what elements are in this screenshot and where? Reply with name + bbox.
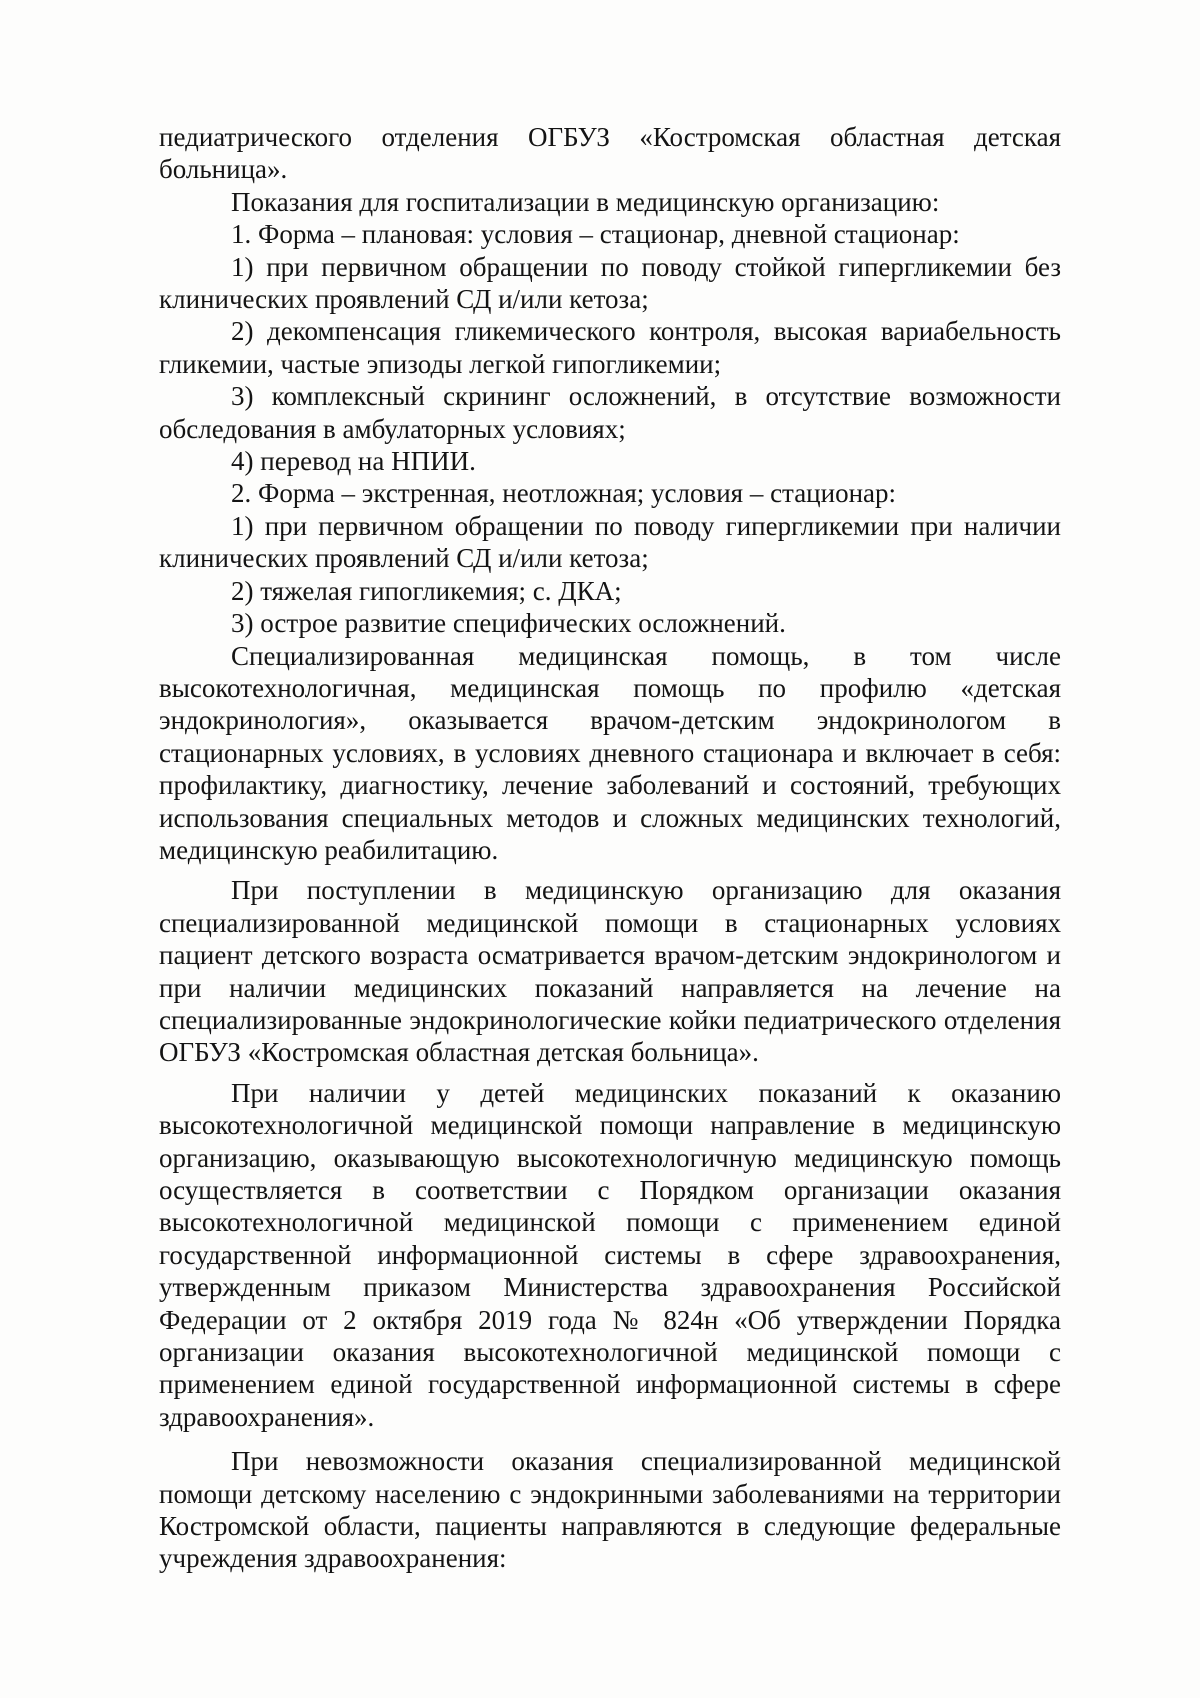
list-item-planned-1: 1) при первичном обращении по поводу стойкой гипергликемии без клинических проявлений СД и/или кетоза; — [159, 251, 1061, 315]
paragraph-admission-procedure: При поступлении в медицинскую организацию для оказания специализированной медицинской помощи в стационарных условиях пациент детского возраста осматривается врачом-детским эндокринологом и при наличии медицинских показаний направляется на лечение на специализированные эндокринологические койки педиатрического отделения ОГБУЗ «Костромская областная детская больница». — [159, 875, 1061, 1068]
list-item-emergency-3: 3) острое развитие специфических осложнений. — [231, 608, 786, 639]
document-body — [159, 121, 1061, 1575]
list-item-planned-2: 2) декомпенсация гликемического контроля, высокая вариабельность гликемии, частые эпизоды легкой гипогликемии; — [159, 316, 1061, 379]
paragraph-high-tech-care: При наличии у детей медицинских показаний к оказанию высокотехнологичной медицинской помощи направление в медицинскую организацию, оказывающую высокотехнологичную медицинскую помощь осуществляется в соответствии с Порядком организации оказания высокотехнологичной медицинской помощи с применением единой государственной информационной системы в сфере здравоохранения, утвержденным приказом Министерства здравоохранения Российской Федерации от 2 октября 2019 года № 824н «Об утверждении Порядка организации оказания высокотехнологичной медицинской помощи с применением единой государственной информационной системы в сфере здравоохранения». — [159, 1077, 1061, 1432]
paragraph-emergency-form: 2. Форма – экстренная, неотложная; условия – стационар: — [231, 478, 897, 509]
list-item-emergency-1: 1) при первичном обращении по поводу гипергликемии при наличии клинических проявлений СД и/или кетоза; — [159, 510, 1061, 574]
paragraph-specialized-care: Специализированная медицинская помощь, в том числе высокотехнологичная, медицинская помощь по профилю «детская эндокринология», оказывается врачом-детским эндокринологом в стационарных условиях, в условиях дневного стационара и включает в себя: профилактику, диагностику, лечение заболеваний и состояний, требующих использования специальных методов и сложных медицинских технологий, медицинскую реабилитацию. — [159, 640, 1061, 865]
paragraph-federal-referral: При невозможности оказания специализированной медицинской помощи детскому населению с эндокринными заболеваниями на территории Костромской области, пациенты направляются в следующие федеральные учреждения здравоохранения: — [159, 1446, 1061, 1574]
list-item-planned-3: 3) комплексный скрининг осложнений, в отсутствие возможности обследования в амбулаторных условиях; — [159, 381, 1061, 444]
paragraph-planned-form: 1. Форма – плановая: условия – стационар, дневной стационар: — [231, 219, 960, 250]
paragraph-hospitalization-indications: Показания для госпитализации в медицинскую организацию: — [231, 186, 940, 217]
paragraph-hospital-reference: педиатрического отделения ОГБУЗ «Костромская областная детская больница». — [159, 122, 1061, 185]
list-item-emergency-2: 2) тяжелая гипогликемия; с. ДКА; — [231, 575, 622, 606]
list-item-planned-4: 4) перевод на НПИИ. — [231, 446, 476, 477]
